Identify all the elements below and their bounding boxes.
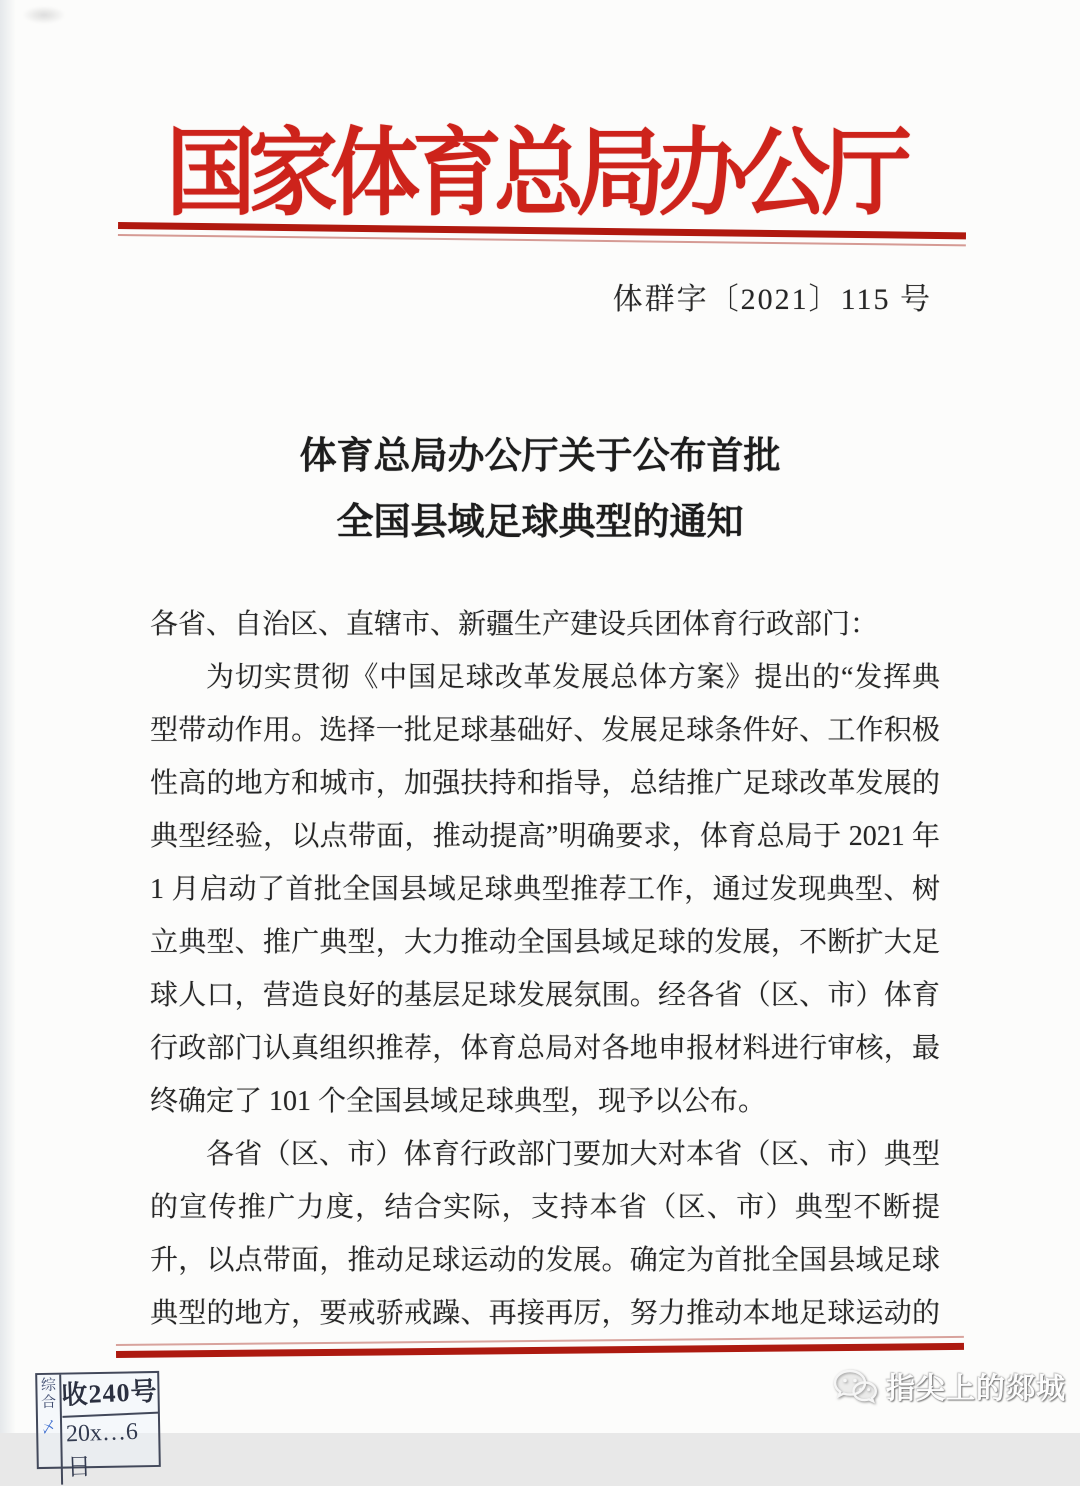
stamp-side-column [37,1375,63,1485]
stamp-side-top-label: 综 [40,1377,57,1394]
body-line: 性高的地方和城市，加强扶持和指导，总结推广足球改革发展的 [150,768,940,799]
body-line: 终确定了 101 个全国县域足球典型，现予以公布。 [150,1086,767,1117]
body-line: 典型的地方，要戒骄戒躁、再接再厉，努力推动本地足球运动的 [150,1298,940,1329]
wechat-icon [832,1367,878,1407]
agency-letterhead: 国家体育总局办公厅 [166,122,904,228]
document-number: 体群字〔2021〕115 号 [612,283,932,316]
stamp-main-column [61,1373,159,1485]
body-line: 的宣传推广力度，结合实际，支持本省（区、市）典型不断提 [150,1192,940,1223]
body-line: 球人口，营造良好的基层足球发展氛围。经各省（区、市）体育 [150,980,940,1011]
notice-title [0,424,1080,556]
body-line: 型带动作用。选择一批足球基础好、发展足球条件好、工作积极 [150,715,940,746]
body-line: 行政部门认真组织推荐，体育总局对各地申报材料进行审核，最 [150,1033,940,1064]
body-line: 典型经验，以点带面，推动提高”明确要求，体育总局于 2021 年 [150,821,940,852]
scan-smudge [22,6,66,24]
body-line: 为切实贯彻《中国足球改革发展总体方案》提出的“发挥典 [206,662,940,693]
stamp-register-number: 收240号 [61,1372,159,1418]
notice-title-line1: 体育总局办公厅关于公布首批 [299,436,781,477]
watermark-text: 指尖上的郯城 [885,1373,1066,1405]
body-line: 立典型、推广典型，大力推动全国县域足球的发展，不断扩大足 [150,927,940,958]
body-line: 升，以点带面，推动足球运动的发展。确定为首批全国县域足球 [150,1245,940,1276]
stamp-date-fragment: 20x…6日 [65,1418,139,1482]
publisher-watermark [832,1366,1066,1407]
stamp-check-mark: 乄 [40,1419,58,1438]
body-line: 1 月启动了首批全国县域足球典型推荐工作，通过发现典型、树 [150,874,940,905]
notice-body [150,598,940,1340]
stamp-side-bottom-label: 合 [41,1394,57,1411]
body-line: 各省（区、市）体育行政部门要加大对本省（区、市）典型 [206,1139,940,1170]
intake-registration-stamp [35,1371,161,1482]
salutation-line: 各省、自治区、直辖市、新疆生产建设兵团体育行政部门： [150,609,879,640]
notice-title-line2: 全国县域足球典型的通知 [336,502,744,543]
